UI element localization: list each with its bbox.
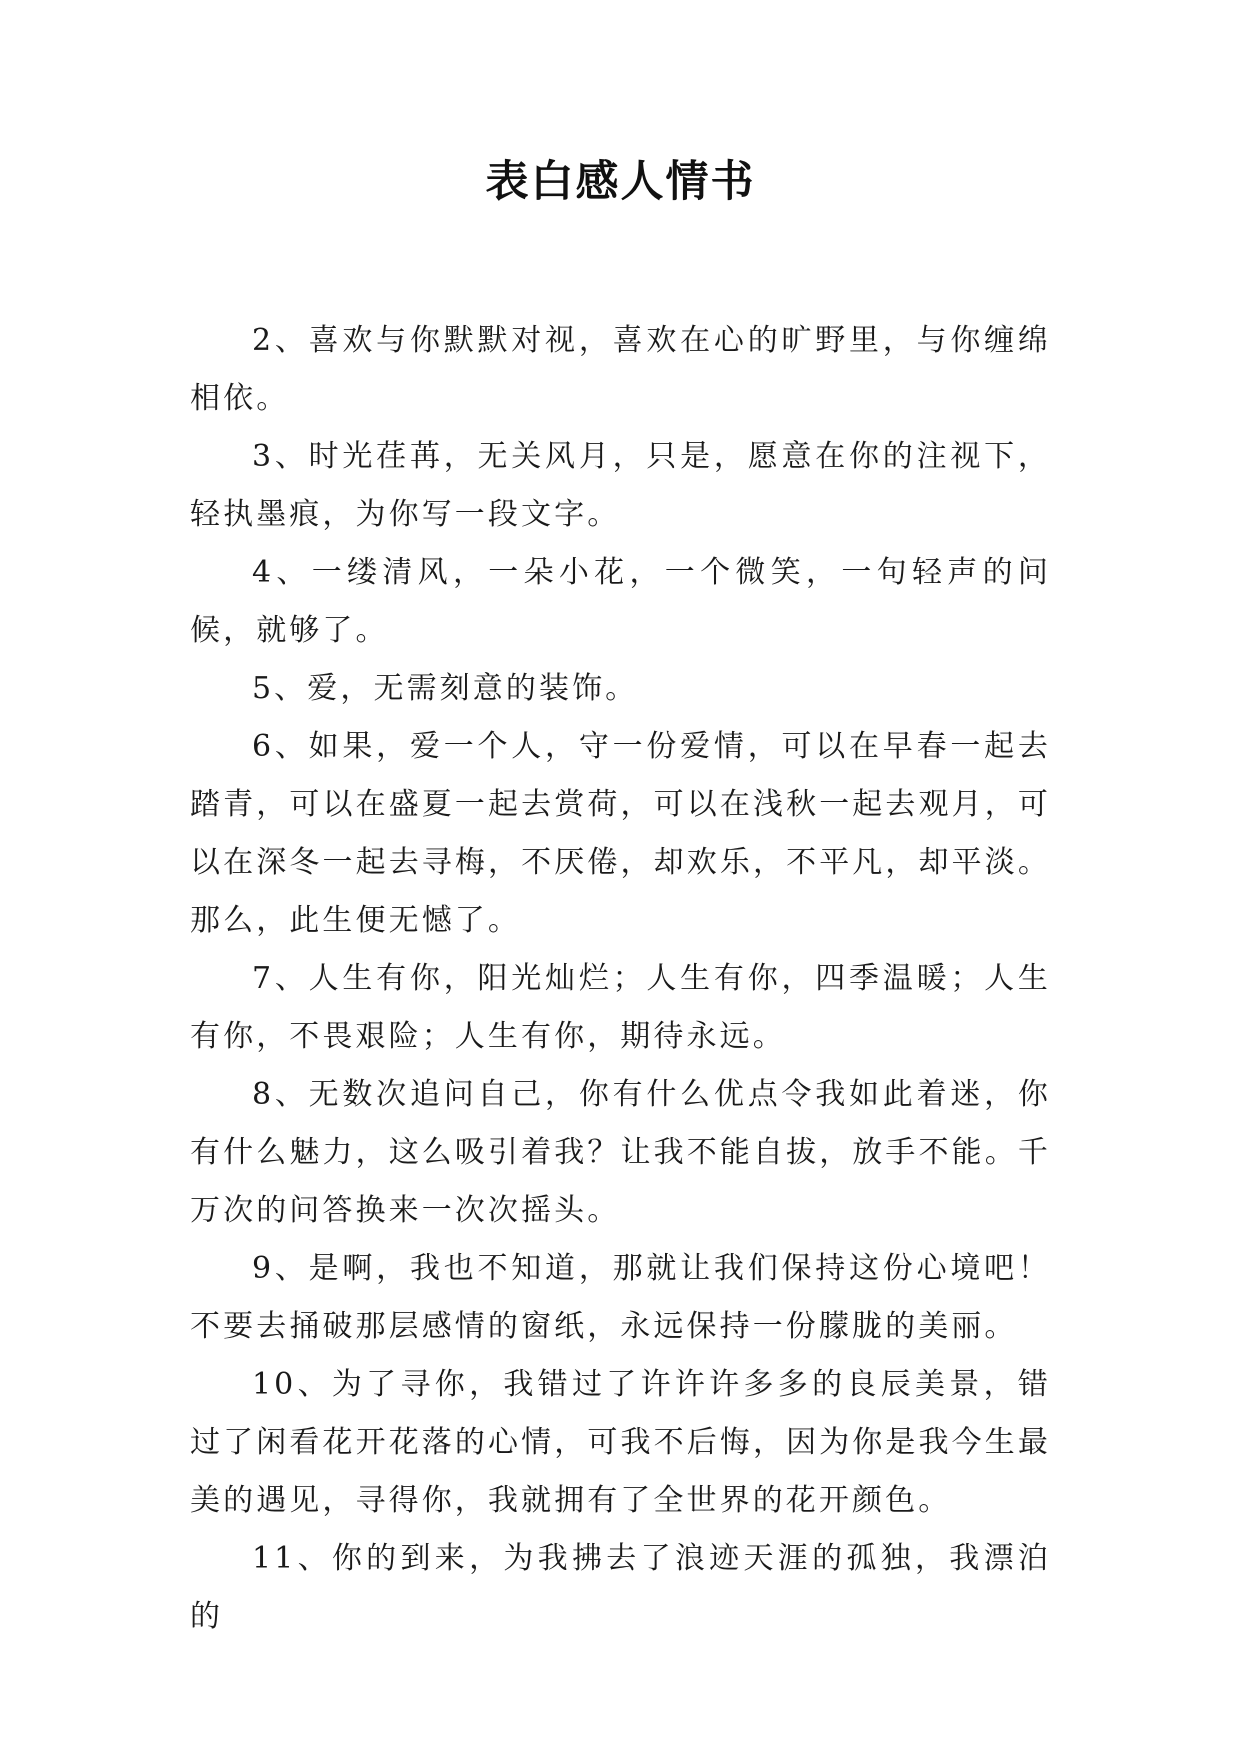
paragraph: 8、无数次追问自己，你有什么优点令我如此着迷，你有什么魅力，这么吸引着我？让我不能自拔，放手不能。千万次的问答换来一次次摇头。 (190, 1077, 1051, 1228)
paragraph: 10、为了寻你，我错过了许许许多多的良辰美景，错过了闲看花开花落的心情，可我不后悔，因为你是我今生最美的遇见，寻得你，我就拥有了全世界的花开颜色。 (190, 1367, 1051, 1518)
paragraph: 3、时光荏苒，无关风月，只是，愿意在你的注视下，轻执墨痕，为你写一段文字。 (190, 439, 1051, 532)
document-title: 表白感人情书 (485, 157, 756, 207)
paragraph: 4、一缕清风，一朵小花，一个微笑，一句轻声的问候，就够了。 (190, 555, 1051, 648)
paragraph: 2、喜欢与你默默对视，喜欢在心的旷野里，与你缠绵相依。 (190, 323, 1051, 416)
paragraph: 9、是啊，我也不知道，那就让我们保持这份心境吧！不要去捅破那层感情的窗纸，永远保持一份朦胧的美丽。 (190, 1251, 1051, 1344)
paragraph: 11、你的到来，为我拂去了浪迹天涯的孤独，我漂泊的 (190, 1541, 1051, 1634)
paragraph: 6、如果，爱一个人，守一份爱情，可以在早春一起去踏青，可以在盛夏一起去赏荷，可以在浅秋一起去观月，可以在深冬一起去寻梅，不厌倦，却欢乐，不平凡，却平淡。那么，此生便无憾了。 (190, 729, 1051, 938)
paragraph: 7、人生有你，阳光灿烂；人生有你，四季温暖；人生有你，不畏艰险；人生有你，期待永远。 (190, 961, 1051, 1054)
paragraph: 5、爱，无需刻意的装饰。 (252, 671, 639, 706)
document-body (190, 312, 1051, 1646)
